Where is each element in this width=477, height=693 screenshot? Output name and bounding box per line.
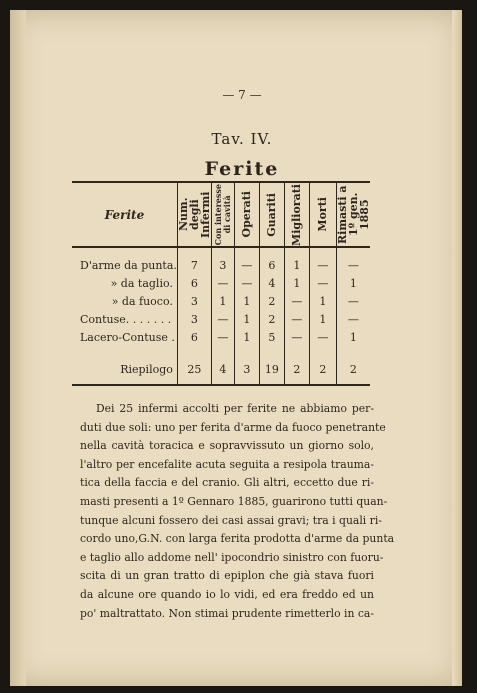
- cell: —: [234, 256, 259, 274]
- cell: 6: [177, 328, 211, 346]
- text-line: e taglio allo addome nell' ipocondrio sinistro con fuoru-: [80, 550, 384, 564]
- cell: 1: [309, 292, 336, 310]
- cell: 6: [259, 256, 284, 274]
- table-title: Ferite: [204, 158, 280, 180]
- cell: —: [211, 274, 234, 292]
- table-row: [72, 328, 370, 346]
- text-line: tunque alcuni fossero dei casi assai gravi; tra i quali ri-: [80, 513, 382, 527]
- cell: 3: [234, 346, 259, 385]
- text-line: scita di un gran tratto di epiplon che già stava fuori: [80, 569, 374, 583]
- cell: 1: [284, 256, 309, 274]
- cell: 1: [336, 274, 370, 292]
- header-col: [211, 182, 234, 247]
- header-label: Con interesse di cavità: [212, 183, 232, 246]
- text-line: tica della faccia e del cranio. Gli altri, eccetto due ri-: [80, 476, 374, 490]
- text-line: duti due soli: uno per ferita d'arme da fuoco penetrante: [80, 420, 386, 434]
- cell: 3: [177, 310, 211, 328]
- cell: 2: [309, 346, 336, 385]
- header-col: [177, 182, 211, 247]
- header-col: [336, 182, 370, 247]
- header-label: Migliorati: [290, 183, 304, 246]
- cell: 7: [177, 256, 211, 274]
- cell: 4: [211, 346, 234, 385]
- cell: —: [309, 256, 336, 274]
- text-line: da alcune ore quando io lo vidi, ed era freddo ed un: [80, 587, 374, 601]
- table-row: [72, 310, 370, 328]
- cell: 2: [336, 346, 370, 385]
- table-row: [72, 274, 370, 292]
- cell: 3: [211, 256, 234, 274]
- header-col: [309, 182, 336, 247]
- text-line: po' maltrattato. Non stimai prudente rimetterlo in ca-: [80, 606, 374, 620]
- row-label: Lacero-Contuse .: [80, 330, 175, 344]
- header-ferite-label: Ferite: [104, 207, 145, 222]
- header-col: [259, 182, 284, 247]
- cell: 1: [234, 310, 259, 328]
- cell: —: [336, 310, 370, 328]
- header-col: [234, 182, 259, 247]
- cell: 19: [259, 346, 284, 385]
- cell: —: [211, 310, 234, 328]
- cell: 3: [177, 292, 211, 310]
- cell: 1: [234, 292, 259, 310]
- cell: 1: [336, 328, 370, 346]
- cell: —: [309, 274, 336, 292]
- table-number: Tav. IV.: [211, 130, 273, 148]
- table-row: [72, 256, 370, 274]
- row-label: D'arme da punta.: [80, 258, 177, 272]
- text-line: Dei 25 infermi accolti per ferite ne abbiamo per-: [96, 402, 374, 415]
- header-label: Guariti: [265, 192, 279, 237]
- cell: 1: [234, 328, 259, 346]
- cell: 4: [259, 274, 284, 292]
- table-header-row: [72, 182, 370, 247]
- text-line: l'altro per encefalite acuta seguita a resipola trauma-: [80, 457, 374, 471]
- row-label: Contuse. . . . . . .: [80, 312, 172, 326]
- cell: 6: [177, 274, 211, 292]
- cell: 5: [259, 328, 284, 346]
- cell: 1: [211, 292, 234, 310]
- cell: —: [336, 256, 370, 274]
- cell: 1: [309, 310, 336, 328]
- cell: 1: [284, 274, 309, 292]
- row-label: » da fuoco.: [111, 294, 173, 308]
- row-label: » da taglio.: [110, 276, 173, 290]
- text-line: cordo uno,G.N. con larga ferita prodotta d'arme da punta: [80, 532, 395, 546]
- header-col: [284, 182, 309, 247]
- cell: 2: [259, 292, 284, 310]
- text-line: nella cavità toracica e sopravvissuto un giorno solo,: [80, 439, 374, 453]
- page-gutter: [10, 10, 26, 686]
- cell: —: [284, 328, 309, 346]
- cell: 2: [259, 310, 284, 328]
- cell: —: [234, 274, 259, 292]
- cell: 2: [284, 346, 309, 385]
- cell: 25: [177, 346, 211, 385]
- body-paragraph: [80, 400, 395, 623]
- header-label: Morti: [316, 197, 330, 232]
- table-row: [72, 292, 370, 310]
- header-label: Rimasti a 1º gen. 1885: [335, 185, 371, 244]
- cell: —: [284, 310, 309, 328]
- header-label: Num. degli Infermi: [176, 191, 212, 238]
- cell: —: [309, 328, 336, 346]
- page-number: — 7 —: [222, 88, 262, 102]
- text-line: masti presenti a 1º Gennaro 1885, guarirono tutti quan-: [80, 494, 388, 508]
- statistics-table: [72, 181, 370, 386]
- page-edge: [452, 10, 462, 686]
- summary-label: Riepilogo: [72, 346, 177, 385]
- header-label: Operati: [240, 191, 254, 238]
- cell: —: [336, 292, 370, 310]
- header-ferite: [72, 182, 177, 247]
- cell: —: [284, 292, 309, 310]
- cell: —: [211, 328, 234, 346]
- summary-row: [72, 346, 370, 385]
